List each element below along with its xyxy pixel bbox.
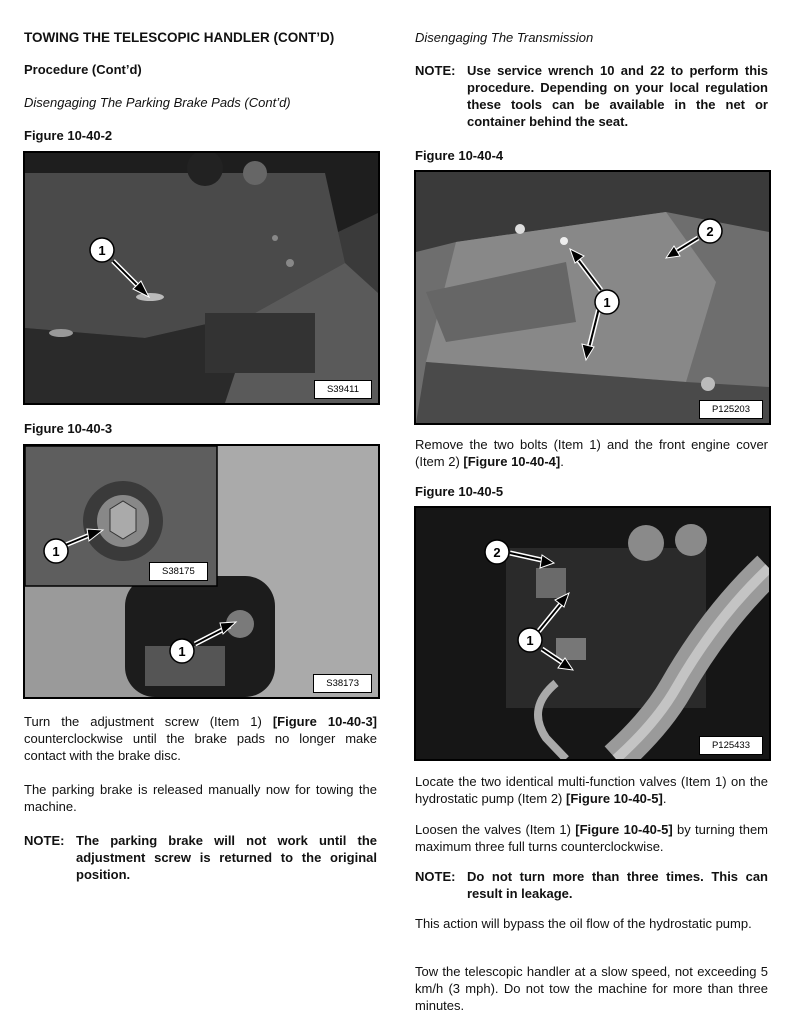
figure-10-40-5-code: P125433: [699, 736, 763, 755]
figure-10-40-4-code: P125203: [699, 400, 763, 419]
paragraph-bypass-oil-flow: This action will bypass the oil flow of the hydrostatic pump.: [415, 916, 752, 931]
note-three-turns: NOTE: Do not turn more than three times. This can result in leakage.: [415, 869, 768, 901]
procedure-heading: Procedure (Cont’d): [24, 62, 142, 77]
figure-10-40-4-photo: [414, 170, 771, 425]
note-parking-brake: NOTE: The parking brake will not work until the adjustment screw is returned to the original position.: [24, 833, 377, 882]
fig3-callout-1: 1: [178, 644, 186, 659]
note-service-wrench: NOTE: Use service wrench 10 and 22 to perform this procedure. Depending on your local regulation these tools can be available in the net or container behind the seat.: [415, 63, 768, 129]
figure-10-40-3-label: Figure 10-40-3: [24, 421, 113, 436]
page-title: TOWING THE TELESCOPIC HANDLER (CONT’D): [24, 30, 335, 45]
figure-10-40-3-photo: [23, 444, 380, 699]
figure-10-40-5-label: Figure 10-40-5: [415, 484, 504, 499]
fig4-callout-1: 1: [603, 295, 611, 310]
fig3-inset-callout-1: 1: [52, 544, 60, 559]
fig5-callout-1: 1: [526, 633, 534, 648]
paragraph-turn-adjustment-screw: Turn the adjustment screw (Item 1) [Figure 10-40-3] counterclockwise until the brake pads no longer make contact with the brake disc.: [24, 714, 378, 763]
fig4-callout-2: 2: [706, 224, 714, 239]
figure-10-40-2-label: Figure 10-40-2: [24, 128, 113, 143]
subheading-parking-brake: Disengaging The Parking Brake Pads (Cont’d): [24, 95, 291, 110]
paragraph-parking-brake-released: The parking brake is released manually now for towing the machine.: [24, 782, 377, 814]
figure-10-40-4-label: Figure 10-40-4: [415, 148, 504, 163]
figure-10-40-2-code: S39411: [314, 380, 372, 399]
paragraph-tow-speed: Tow the telescopic handler at a slow speed, not exceeding 5 km/h (3 mph). Do not tow the machine for more than three minutes.: [415, 964, 768, 1013]
fig5-callout-2: 2: [493, 545, 501, 560]
paragraph-locate-valves: Locate the two identical multi-function valves (Item 1) on the hydrostatic pump (Item 2) [Figure 10-40-5].: [415, 774, 768, 806]
figure-10-40-3-code: S38173: [313, 674, 372, 693]
subheading-disengaging-transmission: Disengaging The Transmission: [415, 30, 594, 45]
paragraph-remove-bolts: Remove the two bolts (Item 1) and the front engine cover (Item 2) [Figure 10-40-4].: [415, 437, 768, 469]
fig2-callout-1: 1: [98, 243, 106, 258]
paragraph-loosen-valves: Loosen the valves (Item 1) [Figure 10-40-5] by turning them maximum three full turns counterclockwise.: [415, 822, 769, 854]
figure-10-40-3-inset-code: S38175: [149, 562, 208, 581]
figure-10-40-5-photo: [414, 506, 771, 761]
figure-10-40-2-photo: [23, 151, 380, 405]
